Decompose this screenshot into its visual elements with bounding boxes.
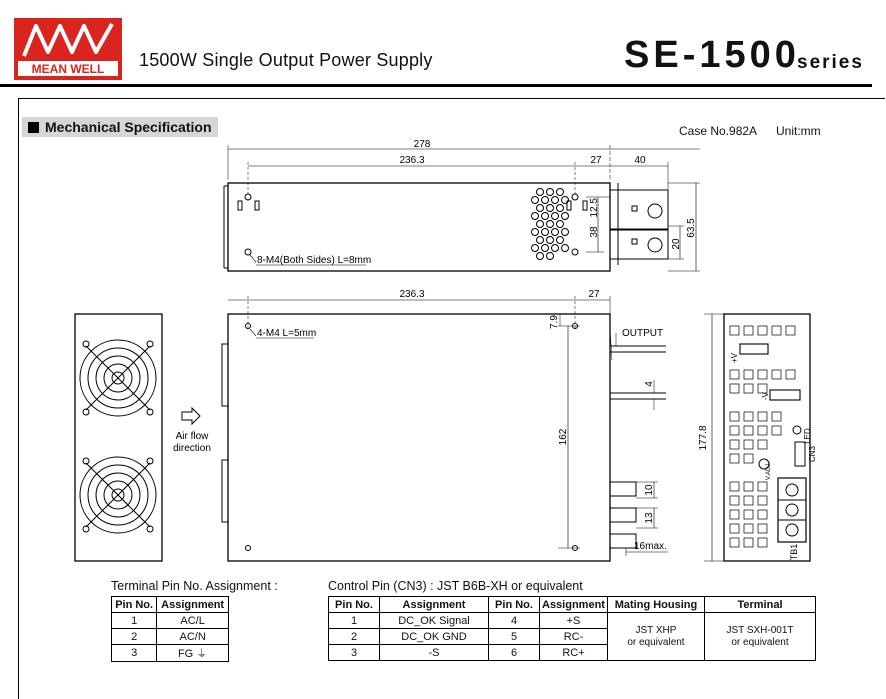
- table-row: [112, 645, 229, 662]
- table-header-row: [329, 597, 816, 613]
- table-row: [112, 629, 229, 645]
- airflow-label-1: Air flow: [175, 431, 209, 442]
- model-name: SE-1500: [624, 34, 800, 76]
- vadj-label: V.ADJ.: [766, 461, 772, 481]
- cell: -S: [380, 645, 489, 661]
- header-cell: Mating Housing: [607, 597, 704, 613]
- terminal-cell: [704, 613, 815, 661]
- ground-icon: ⏚: [196, 648, 208, 660]
- vminus-label: -V: [761, 392, 770, 400]
- table-row: [329, 613, 816, 629]
- cell-text: JST XHP: [635, 624, 677, 636]
- cell-text: JST SXH-001T: [726, 624, 794, 636]
- section-title: Mechanical Specification: [45, 119, 212, 135]
- table-row: [112, 613, 229, 629]
- dim-10: 10: [644, 484, 655, 496]
- terminal-table-title: Terminal Pin No. Assignment :: [111, 579, 278, 593]
- dim-236-3-mid: 236.3: [399, 289, 425, 300]
- output-label: OUTPUT: [622, 328, 664, 339]
- cell: 4: [489, 613, 540, 629]
- dim-12-5: 12.5: [589, 198, 600, 218]
- airflow-label-2: direction: [173, 443, 211, 454]
- screw-note-top: 8-M4(Both Sides) L=8mm: [257, 255, 372, 266]
- dim-63-5: 63.5: [686, 218, 697, 238]
- cell: 2: [112, 629, 157, 645]
- header-cell: Assignment: [380, 597, 489, 613]
- dim-177-8: 177.8: [698, 425, 709, 451]
- dim-40: 40: [634, 155, 646, 166]
- front-view-body: [228, 314, 610, 561]
- product-title: 1500W Single Output Power Supply: [139, 50, 433, 70]
- cell: RC-: [540, 629, 608, 645]
- screw-note-mid: 4-M4 L=5mm: [257, 328, 317, 339]
- vplus-label: +V: [730, 352, 739, 364]
- fan-side-view: [75, 314, 162, 561]
- control-table-title: Control Pin (CN3) : JST B6B-XH or equivalent: [328, 579, 583, 593]
- dim-38: 38: [589, 226, 600, 238]
- control-pin-table: [328, 596, 816, 661]
- cell: DC_OK GND: [380, 629, 489, 645]
- terminal-pin-table: [111, 596, 229, 662]
- cell: 1: [329, 613, 380, 629]
- case-number: Case No.982A: [679, 124, 758, 138]
- end-view-vents: [730, 326, 795, 547]
- dim-4: 4: [644, 381, 655, 387]
- model-suffix: series: [797, 52, 864, 73]
- dim-13: 13: [644, 512, 655, 524]
- header-cell: Pin No.: [489, 597, 540, 613]
- cell: [112, 645, 157, 662]
- dim-27-top: 27: [590, 155, 602, 166]
- dim-236-3-top: 236.3: [399, 155, 425, 166]
- logo-text: MEAN WELL: [31, 62, 105, 76]
- tb1-label: TB1: [789, 543, 799, 561]
- unit-label: Unit:mm: [776, 124, 821, 138]
- cn3-label: CN3: [808, 445, 817, 463]
- header-cell: Assignment: [540, 597, 608, 613]
- cell-text: FG: [177, 648, 194, 660]
- led-label: LED: [803, 428, 812, 444]
- header-cell: Assignment: [157, 597, 229, 613]
- dim-7-9: 7.9: [549, 315, 560, 329]
- cell: RC+: [540, 645, 608, 661]
- mating-housing-cell: [607, 613, 704, 661]
- cell: DC_OK Signal: [380, 613, 489, 629]
- dim-27-mid: 27: [588, 289, 600, 300]
- cell: 2: [329, 629, 380, 645]
- cell: AC/L: [157, 613, 229, 629]
- cell-text: or equivalent: [731, 636, 789, 648]
- airflow-arrow-icon: [182, 408, 200, 424]
- cell: +S: [540, 613, 608, 629]
- header-cell: Pin No.: [112, 597, 157, 613]
- top-vent-holes: [532, 189, 569, 260]
- cell: 5: [489, 629, 540, 645]
- cell-text: 3: [131, 647, 138, 659]
- cell: AC/N: [157, 629, 229, 645]
- cell: 6: [489, 645, 540, 661]
- cell: 3: [329, 645, 380, 661]
- dim-20: 20: [671, 238, 682, 250]
- table-header-row: [112, 597, 229, 613]
- cell-text: or equivalent: [627, 636, 685, 648]
- header-cell: Pin No.: [329, 597, 380, 613]
- dim-16max: 16max.: [634, 541, 667, 552]
- header-cell: Terminal: [704, 597, 815, 613]
- dim-278: 278: [413, 139, 431, 150]
- cell: [157, 645, 229, 662]
- cell: 1: [112, 613, 157, 629]
- dim-162: 162: [558, 428, 569, 446]
